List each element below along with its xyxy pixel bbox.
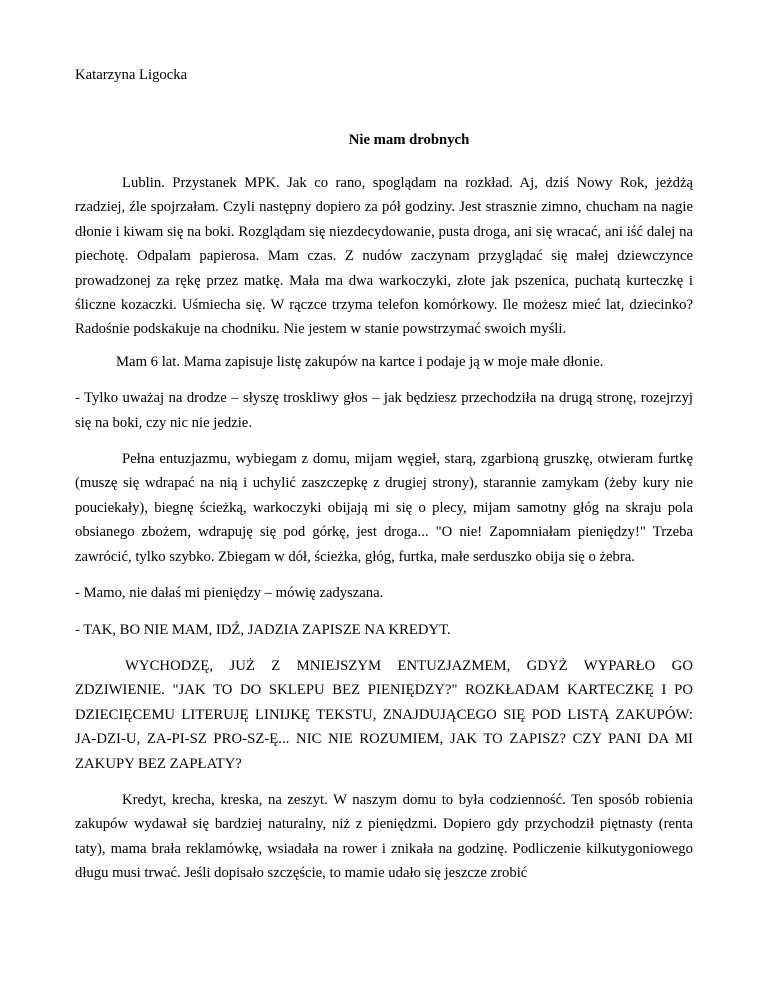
paragraph-7: WYCHODZĘ, JUŻ Z MNIEJSZYM ENTUZJAZMEM, GDYŻ WYPARŁO GO ZDZIWIENIE. "JAK TO DO SKLEPU BEZ PIENIĘDZY?" ROZKŁADAM KARTECZKĘ I PO DZIECIĘCEMU LITERUJĘ LINIJKĘ TEKSTU, ZNAJDUJĄCEGO SIĘ POD LISTĄ ZAKUPÓW: JA-DZI-U, ZA-PI-SZ PRO-SZ-Ę... NIC NIE ROZUMIEM, JAK TO ZAPISZ? CZY PANI DA MI ZAKUPY BEZ ZAPŁATY? bbox=[75, 657, 693, 772]
paragraph-3: - Tylko uważaj na drodze – słyszę troskliwy głos – jak będziesz przechodziła na drugą stronę, rozejrzyj się na boki, czy nic nie jedzie. bbox=[75, 390, 693, 431]
paragraph-6: - TAK, BO NIE MAM, IDŹ, JADZIA ZAPISZE NA KREDYT. bbox=[75, 621, 451, 638]
paragraph-2: Mam 6 lat. Mama zapisuje listę zakupów na kartce i podaje ją w moje małe dłonie. bbox=[116, 353, 604, 370]
story-title: Nie mam drobnych bbox=[348, 132, 470, 148]
story-body bbox=[75, 171, 693, 886]
paragraph-5: - Mamo, nie dałaś mi pieniędzy – mówię zadyszana. bbox=[75, 585, 384, 602]
paragraph-8: Kredyt, krecha, kreska, na zeszyt. W naszym domu to była codzienność. Ten sposób robienia zakupów wydawał się bardziej naturalny, niż z pieniędzmi. Dopiero gdy przychodził piętnasty (renta taty), mama brała reklamówkę, wsiadała na rower i znikała na godzinę. Podliczenie kilkutygoniowego długu musi trwać. Jeśli dopisało szczęście, to mamie udało się jeszcze zrobić bbox=[75, 791, 693, 882]
paragraph-4: Pełna entuzjazmu, wybiegam z domu, mijam węgieł, starą, zgarbioną gruszkę, otwieram furtkę (muszę się wdrapać na nią i uchylić zaszczepkę z drugiej strony), starannie zamykam (żeby kury nie pouciekały), biegnę ścieżką, warkoczyki obijają mi się o plecy, mijam samotny głóg na skraju pola obsianego zbożem, wdrapuję się pod górkę, jest droga... "O nie! Zapomniałam pieniędzy!" Trzeba zawrócić, tylko szybko. Zbiegam w dół, ścieżka, głóg, furtka, małe serduszko obija się o żebra. bbox=[75, 451, 693, 565]
paragraph-1: Lublin. Przystanek MPK. Jak co rano, spoglądam na rozkład. Aj, dziś Nowy Rok, jeżdżą rzadziej, źle spojrzałam. Czyli następny dopiero za pół godziny. Jest strasznie zimno, chucham na nagie dłonie i kiwam się na boki. Rozglądam się niezdecydowanie, pusta droga, ani się wracać, ani iść dalej na piechotę. Odpalam papierosa. Mam czas. Z nudów zaczynam przyglądać się małej dziewczynce prowadzonej za rękę przez matkę. Mała ma dwa warkoczyki, złote jak pszenica, puchatą kurteczkę i śliczne kozaczki. Uśmiecha się. W rączce trzyma telefon komórkowy. Ile możesz mieć lat, dziecinko? Radośnie podskakuje na chodniku. Nie jestem w stanie powstrzymać swoich myśli. bbox=[75, 175, 693, 338]
author-name: Katarzyna Ligocka bbox=[75, 67, 188, 83]
